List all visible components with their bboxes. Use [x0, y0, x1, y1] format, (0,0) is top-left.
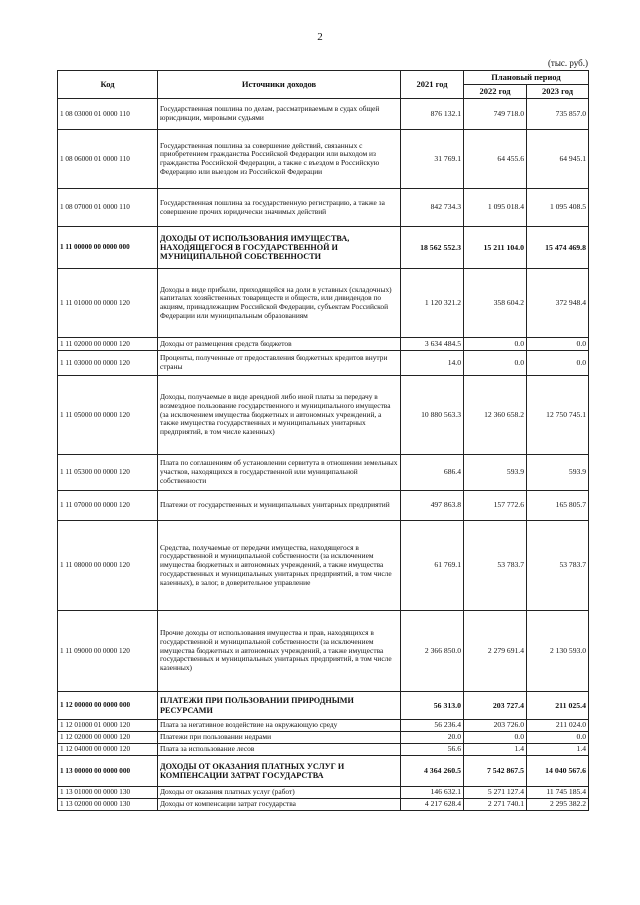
row-source: Доходы в виде прибыли, приходящейся на доли в уставных (складочных) капиталах хозяйственных товариществ и обществ, или дивидендов по акциям, принадлежащим Российской Федерации, субъектам Российской Федерации или муниципальным образованиям — [158, 269, 401, 338]
row-2021: 876 132.1 — [401, 99, 464, 130]
header-2023: 2023 год — [527, 85, 589, 99]
table-row — [58, 787, 589, 799]
row-code: 1 13 00000 00 0000 000 — [58, 756, 158, 787]
row-code: 1 11 07000 00 0000 120 — [58, 491, 158, 521]
row-2021: 686.4 — [401, 455, 464, 491]
row-2021: 1 120 321.2 — [401, 269, 464, 338]
row-2023: 12 750 745.1 — [527, 376, 589, 455]
row-code: 1 08 07000 01 0000 110 — [58, 189, 158, 227]
row-2023: 211 025.4 — [527, 692, 589, 720]
page-number: 2 — [317, 31, 323, 43]
table-row — [58, 720, 589, 732]
row-2021: 61 769.1 — [401, 521, 464, 611]
row-2022: 12 360 658.2 — [464, 376, 527, 455]
row-2023: 2 295 382.2 — [527, 799, 589, 811]
row-2023: 593.9 — [527, 455, 589, 491]
row-2023: 14 040 567.6 — [527, 756, 589, 787]
row-source: Доходы, получаемые в виде арендной либо иной платы за передачу в возмездное пользование государственного и муниципального имущества (за исключением имущества бюджетных и автономных учреждений, а также имущества государственных и муниципальных унитарных предприятий, в том числе казенных) — [158, 376, 401, 455]
row-2022: 749 718.0 — [464, 99, 527, 130]
row-source: Государственная пошлина за государственную регистрацию, а также за совершение прочих юридически значимых действий — [158, 189, 401, 227]
row-2021: 4 217 628.4 — [401, 799, 464, 811]
row-2021: 20.0 — [401, 732, 464, 744]
table-row — [58, 338, 589, 351]
row-code: 1 08 03000 01 0000 110 — [58, 99, 158, 130]
table-row-section — [58, 692, 589, 720]
table-row — [58, 611, 589, 692]
header-source: Источники доходов — [158, 71, 401, 99]
row-code: 1 11 02000 00 0000 120 — [58, 338, 158, 351]
row-2023: 0.0 — [527, 351, 589, 376]
row-code: 1 11 05000 00 0000 120 — [58, 376, 158, 455]
row-2022: 0.0 — [464, 732, 527, 744]
row-2023: 11 745 185.4 — [527, 787, 589, 799]
row-2023: 15 474 469.8 — [527, 227, 589, 269]
row-source: Средства, получаемые от передачи имущества, находящегося в государственной и муниципальной собственности (за исключением имущества бюджетных и автономных учреждений, а также имущества государственных и муниципальных унитарных предприятий, в том числе казенных), в залог, в доверительное управление — [158, 521, 401, 611]
row-source: ДОХОДЫ ОТ ИСПОЛЬЗОВАНИЯ ИМУЩЕСТВА, НАХОДЯЩЕГОСЯ В ГОСУДАРСТВЕННОЙ И МУНИЦИПАЛЬНОЙ СОБСТВЕННОСТИ — [158, 227, 401, 269]
row-2022: 1 095 018.4 — [464, 189, 527, 227]
row-code: 1 11 03000 00 0000 120 — [58, 351, 158, 376]
row-2021: 56 236.4 — [401, 720, 464, 732]
header-2022: 2022 год — [464, 85, 527, 99]
header-2021: 2021 год — [401, 71, 464, 99]
table-row-section — [58, 756, 589, 787]
row-2021: 56.6 — [401, 744, 464, 756]
row-2023: 2 130 593.0 — [527, 611, 589, 692]
row-code: 1 12 04000 00 0000 120 — [58, 744, 158, 756]
row-2021: 497 863.8 — [401, 491, 464, 521]
row-2022: 593.9 — [464, 455, 527, 491]
header-code: Код — [58, 71, 158, 99]
row-source: Платежи от государственных и муниципальных унитарных предприятий — [158, 491, 401, 521]
row-2021: 10 880 563.3 — [401, 376, 464, 455]
table-row — [58, 99, 589, 130]
row-2023: 211 024.0 — [527, 720, 589, 732]
row-source: Платежи при пользовании недрами — [158, 732, 401, 744]
row-2023: 53 783.7 — [527, 521, 589, 611]
row-source: ДОХОДЫ ОТ ОКАЗАНИЯ ПЛАТНЫХ УСЛУГ И КОМПЕНСАЦИИ ЗАТРАТ ГОСУДАРСТВА — [158, 756, 401, 787]
row-code: 1 11 08000 00 0000 120 — [58, 521, 158, 611]
row-code: 1 13 02000 00 0000 130 — [58, 799, 158, 811]
table-row — [58, 799, 589, 811]
row-2022: 2 279 691.4 — [464, 611, 527, 692]
row-2022: 53 783.7 — [464, 521, 527, 611]
table-row-section — [58, 227, 589, 269]
row-2022: 7 542 867.5 — [464, 756, 527, 787]
row-2022: 157 772.6 — [464, 491, 527, 521]
row-2021: 14.0 — [401, 351, 464, 376]
row-2023: 0.0 — [527, 338, 589, 351]
row-source: Плата по соглашениям об установлении сервитута в отношении земельных участков, находящихся в государственной или муниципальной собственности — [158, 455, 401, 491]
row-2022: 358 604.2 — [464, 269, 527, 338]
row-2023: 0.0 — [527, 732, 589, 744]
row-source: Прочие доходы от использования имущества и прав, находящихся в государственной и муниципальной собственности (за исключением имущества бюджетных и автономных учреждений, а также имущества государственных и муниципальных унитарных предприятий, в том числе казенных) — [158, 611, 401, 692]
unit-note: (тыс. руб.) — [547, 58, 588, 68]
row-source: Государственная пошлина за совершение действий, связанных с приобретением гражданства Российской Федерации или выходом из гражданства Российской Федерации, а также с въездом в Российскую Федерацию или выездом из Российской Федерации — [158, 130, 401, 189]
header-planned-period: Плановый период — [464, 71, 589, 85]
row-2022: 1.4 — [464, 744, 527, 756]
row-source: Доходы от компенсации затрат государства — [158, 799, 401, 811]
row-code: 1 13 01000 00 0000 130 — [58, 787, 158, 799]
row-source: ПЛАТЕЖИ ПРИ ПОЛЬЗОВАНИИ ПРИРОДНЫМИ РЕСУРСАМИ — [158, 692, 401, 720]
table-row — [58, 376, 589, 455]
row-2021: 146 632.1 — [401, 787, 464, 799]
row-2023: 1 095 408.5 — [527, 189, 589, 227]
table-row — [58, 351, 589, 376]
row-2023: 165 805.7 — [527, 491, 589, 521]
row-2021: 4 364 260.5 — [401, 756, 464, 787]
row-2021: 18 562 552.3 — [401, 227, 464, 269]
row-2022: 0.0 — [464, 338, 527, 351]
table-row — [58, 491, 589, 521]
row-2022: 64 455.6 — [464, 130, 527, 189]
row-2021: 3 634 484.5 — [401, 338, 464, 351]
table-row — [58, 269, 589, 338]
table-row — [58, 744, 589, 756]
row-2023: 735 857.0 — [527, 99, 589, 130]
row-2023: 372 948.4 — [527, 269, 589, 338]
row-code: 1 11 05300 00 0000 120 — [58, 455, 158, 491]
row-2021: 842 734.3 — [401, 189, 464, 227]
row-source: Доходы от размещения средств бюджетов — [158, 338, 401, 351]
row-source: Плата за негативное воздействие на окружающую среду — [158, 720, 401, 732]
row-2022: 203 726.0 — [464, 720, 527, 732]
row-source: Проценты, полученные от предоставления бюджетных кредитов внутри страны — [158, 351, 401, 376]
row-2021: 31 769.1 — [401, 130, 464, 189]
row-2022: 15 211 104.0 — [464, 227, 527, 269]
row-source: Государственная пошлина по делам, рассматриваемым в судах общей юрисдикции, мировыми судьями — [158, 99, 401, 130]
row-code: 1 12 00000 00 0000 000 — [58, 692, 158, 720]
row-2021: 56 313.0 — [401, 692, 464, 720]
row-code: 1 11 00000 00 0000 000 — [58, 227, 158, 269]
row-code: 1 12 01000 01 0000 120 — [58, 720, 158, 732]
table-row — [58, 189, 589, 227]
row-code: 1 12 02000 00 0000 120 — [58, 732, 158, 744]
row-2023: 64 945.1 — [527, 130, 589, 189]
row-2022: 5 271 127.4 — [464, 787, 527, 799]
row-code: 1 11 09000 00 0000 120 — [58, 611, 158, 692]
row-2023: 1.4 — [527, 744, 589, 756]
row-code: 1 11 01000 00 0000 120 — [58, 269, 158, 338]
table-row — [58, 521, 589, 611]
row-2021: 2 366 850.0 — [401, 611, 464, 692]
table-row — [58, 732, 589, 744]
row-source: Плата за использование лесов — [158, 744, 401, 756]
row-source: Доходы от оказания платных услуг (работ) — [158, 787, 401, 799]
row-2022: 0.0 — [464, 351, 527, 376]
table-row — [58, 455, 589, 491]
row-2022: 203 727.4 — [464, 692, 527, 720]
revenue-table — [57, 70, 589, 811]
row-2022: 2 271 740.1 — [464, 799, 527, 811]
table-row — [58, 130, 589, 189]
row-code: 1 08 06000 01 0000 110 — [58, 130, 158, 189]
